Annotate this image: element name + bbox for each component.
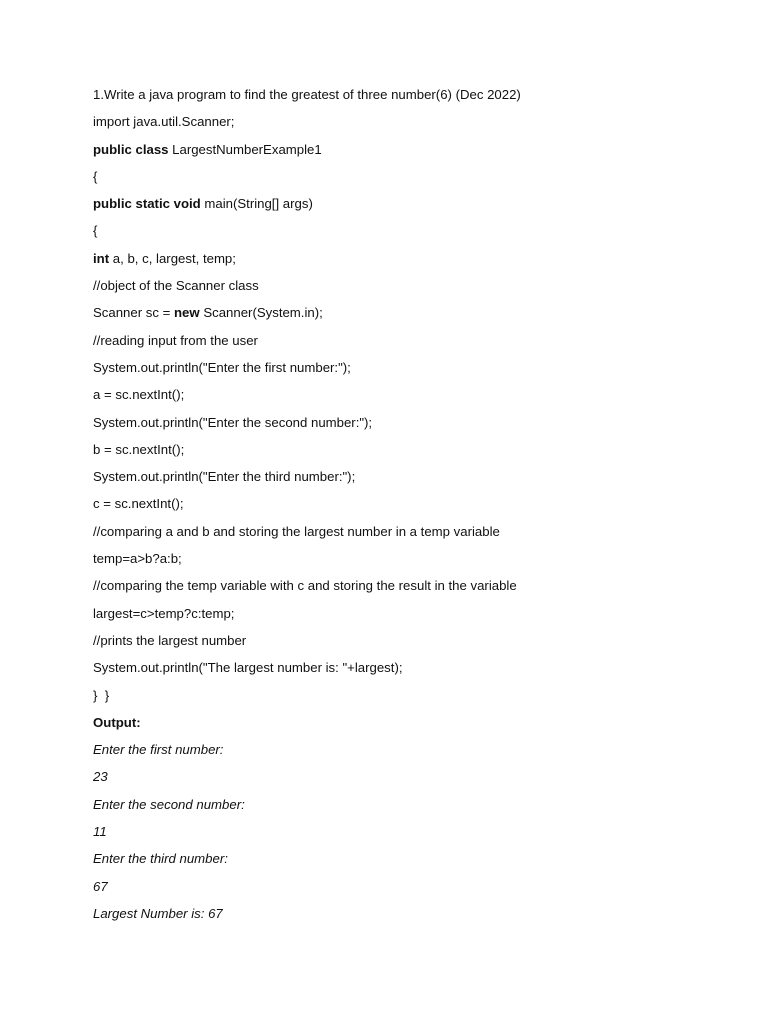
question-heading: 1.Write a java program to find the greatest of three number(6) (Dec 2022) [93, 87, 521, 102]
code-text: Scanner sc = [93, 305, 174, 321]
code-text: b = sc.nextInt(); [93, 441, 185, 457]
code-text: a, b, c, largest, temp; [109, 250, 236, 266]
code-text: { [93, 223, 98, 239]
code-text: Scanner(System.in); [199, 305, 323, 321]
code-text: //object of the Scanner class [93, 278, 259, 294]
code-line [93, 359, 713, 377]
code-line [93, 605, 713, 623]
output-line: Enter the second number: [93, 796, 245, 812]
code-text: { [93, 168, 98, 184]
code-line [93, 277, 713, 295]
code-line [93, 632, 713, 650]
output-block [93, 741, 713, 923]
code-line [93, 250, 713, 268]
code-text: LargestNumberExample1 [168, 141, 322, 157]
code-text: } } [93, 687, 110, 703]
code-text: main(String[] args) [200, 196, 313, 212]
output-heading: Output: [93, 714, 141, 730]
code-text: //prints the largest number [93, 632, 247, 648]
output-line: 67 [93, 878, 108, 894]
code-text: c = sc.nextInt(); [93, 496, 184, 512]
code-keyword: int [93, 250, 110, 266]
code-text: System.out.println("The largest number is: "+largest); [93, 660, 403, 676]
code-text: //reading input from the user [93, 332, 258, 348]
code-line [93, 304, 713, 322]
code-line [93, 332, 713, 350]
code-text: //comparing a and b and storing the largest number in a temp variable [93, 523, 500, 539]
code-line [93, 687, 713, 705]
output-line: Largest Number is: 67 [93, 905, 223, 921]
code-text: temp=a>b?a:b; [93, 551, 182, 567]
code-line [93, 441, 713, 459]
code-keyword: new [174, 305, 200, 321]
code-text: a = sc.nextInt(); [93, 387, 185, 403]
code-line [93, 113, 713, 131]
code-line [93, 168, 713, 186]
output-line: 23 [93, 769, 108, 785]
code-text: largest=c>temp?c:temp; [93, 605, 235, 621]
code-text: import java.util.Scanner; [93, 114, 235, 130]
code-block [93, 113, 713, 704]
code-line [93, 659, 713, 677]
code-text: System.out.println("Enter the second number:"); [93, 414, 373, 430]
code-text: //comparing the temp variable with c and storing the result in the variable [93, 578, 517, 594]
code-line [93, 468, 713, 486]
output-line: Enter the third number: [93, 851, 228, 867]
code-keyword: public static void [93, 196, 201, 212]
code-line [93, 550, 713, 568]
code-line [93, 195, 713, 213]
code-line [93, 141, 713, 159]
code-text: System.out.println("Enter the first number:"); [93, 359, 351, 375]
code-line [93, 222, 713, 240]
code-line [93, 577, 713, 595]
output-line: 11 [93, 824, 107, 840]
code-line [93, 386, 713, 404]
code-line [93, 523, 713, 541]
output-line: Enter the first number: [93, 742, 224, 758]
code-text: System.out.println("Enter the third number:"); [93, 469, 356, 485]
code-keyword: public class [93, 141, 169, 157]
document-body [93, 86, 713, 932]
code-line [93, 414, 713, 432]
code-line [93, 495, 713, 513]
